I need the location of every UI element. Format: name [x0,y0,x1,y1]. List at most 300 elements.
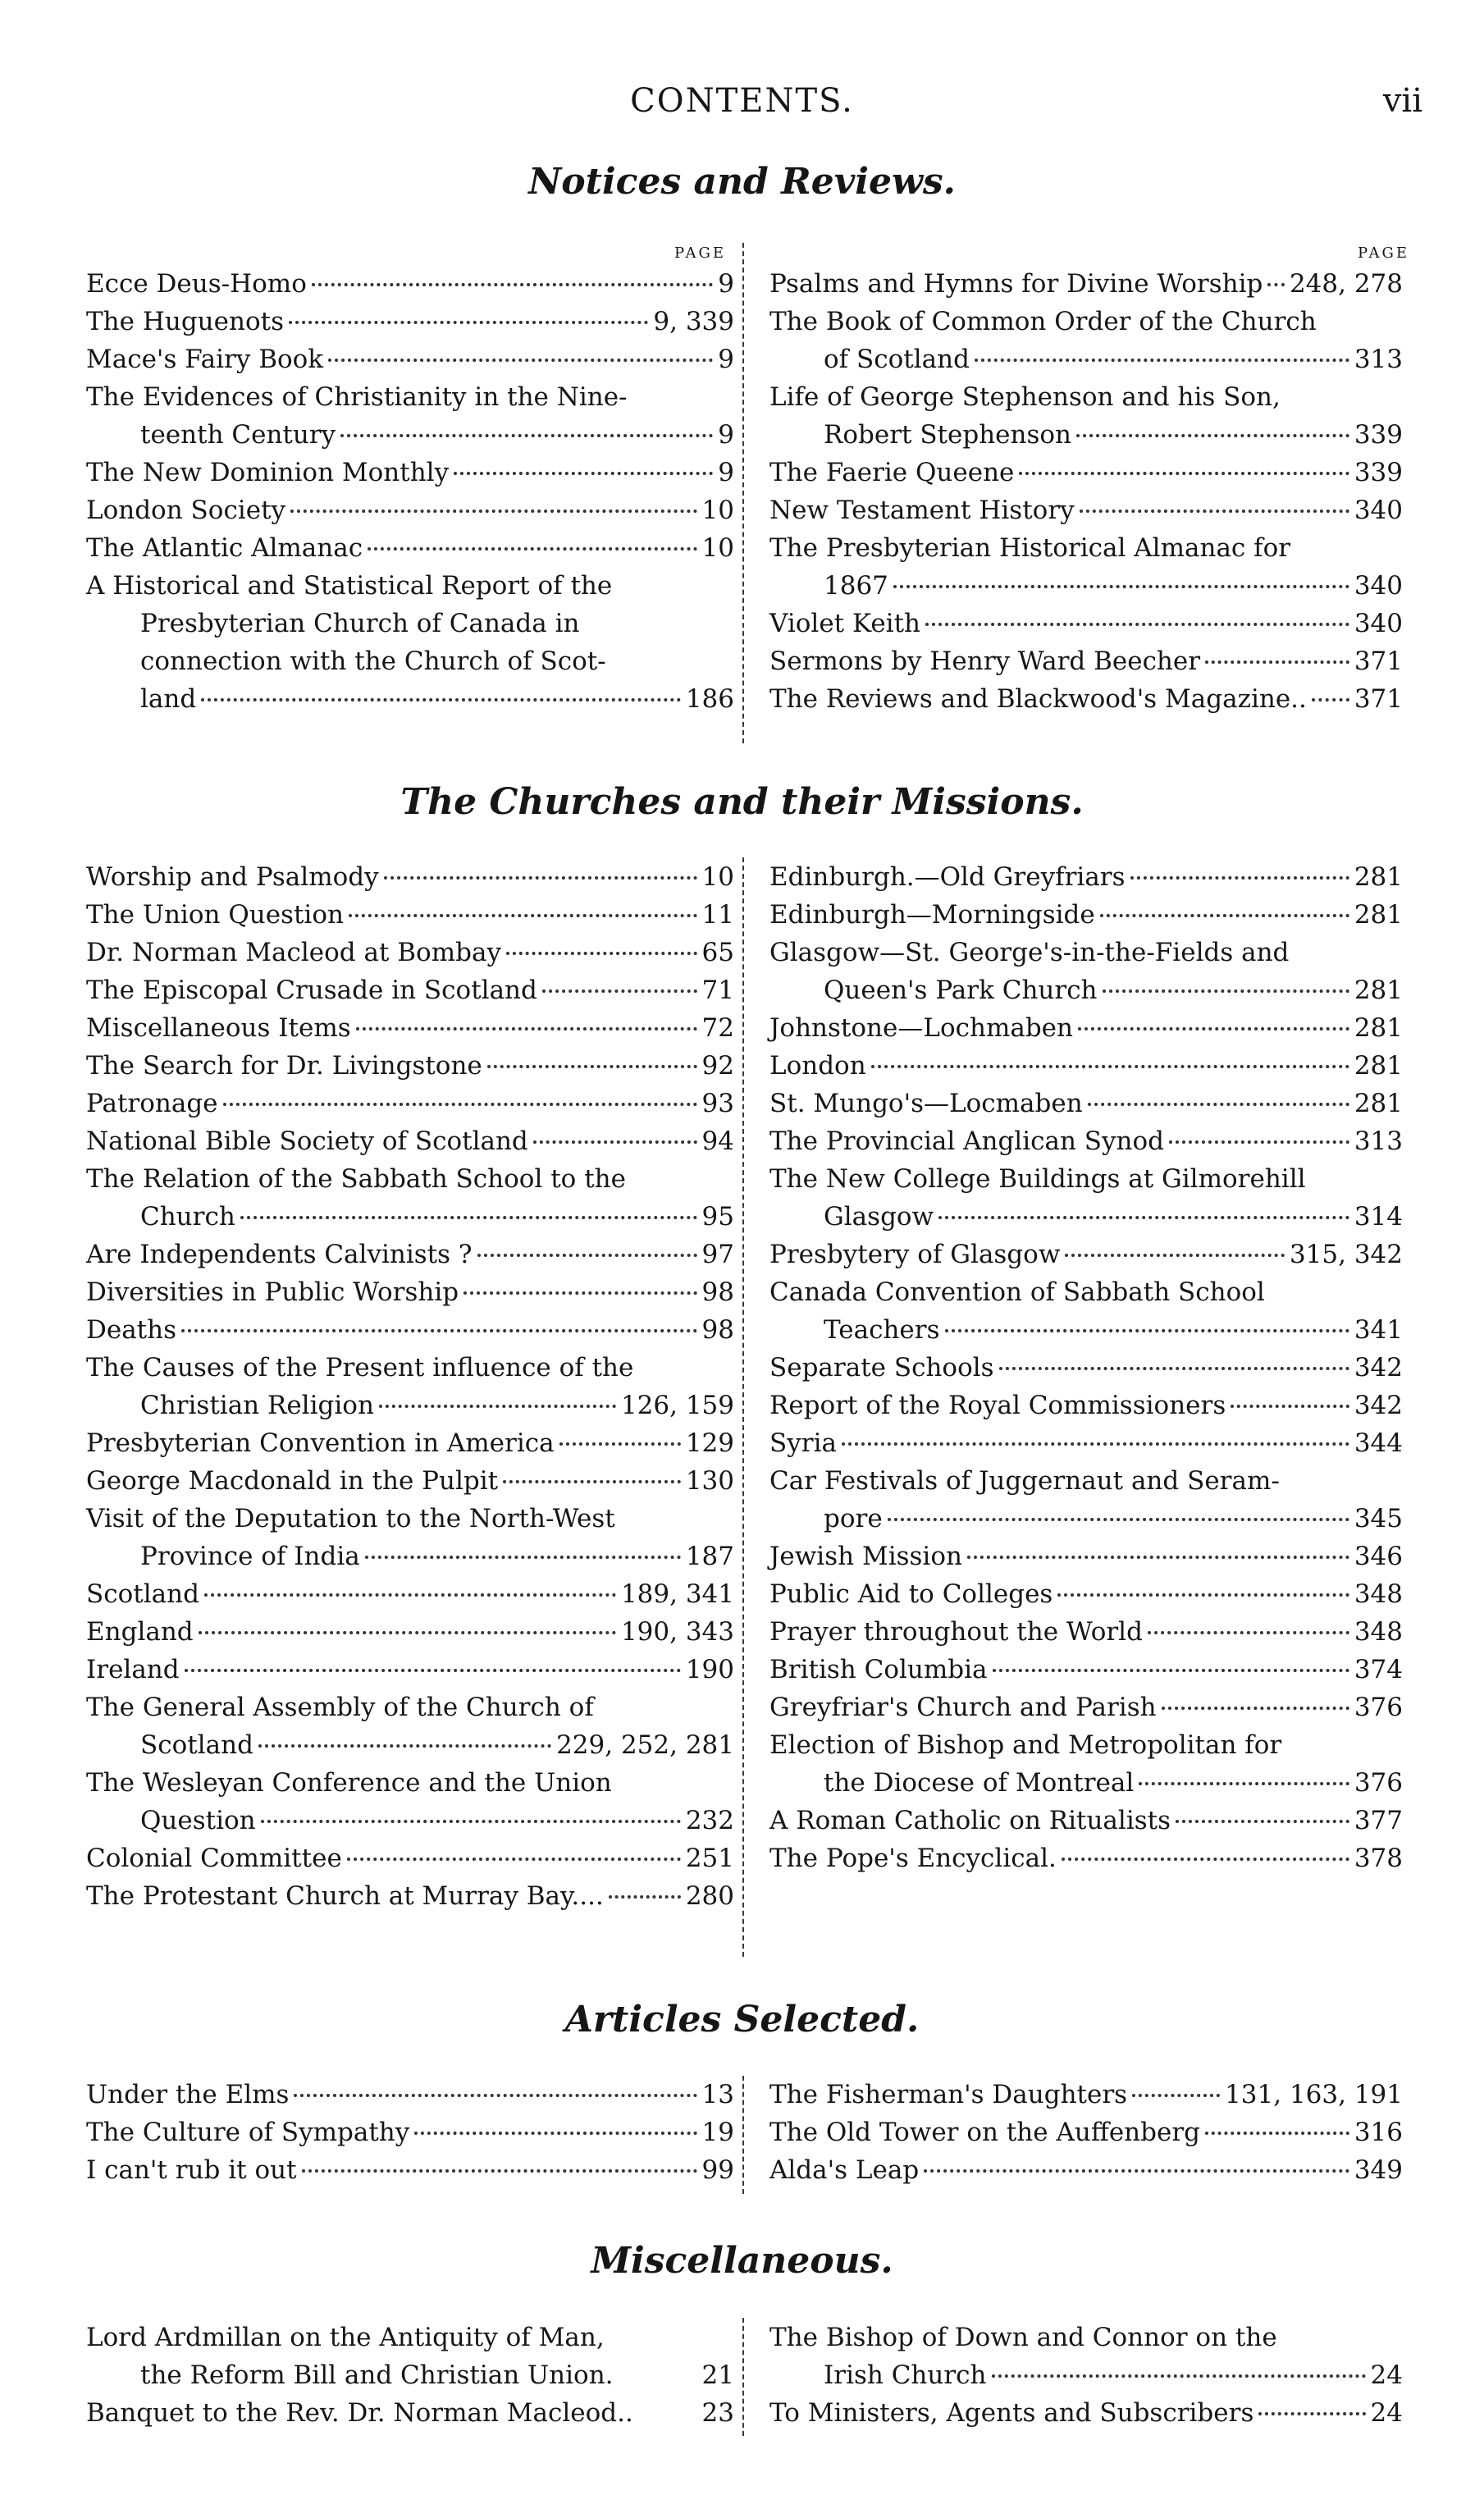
entry-title: To Ministers, Agents and Subscribers [769,2398,1254,2428]
toc-entry-line [769,1575,1403,1613]
entry-title: Under the Elms [86,2080,290,2109]
entry-page-number: 98 [701,1315,734,1345]
entry-title: the Reform Bill and Christian Union. [140,2360,614,2390]
toc-entry [86,1160,734,1236]
entry-title: London Society [86,496,286,525]
toc-entry-line [86,605,734,642]
toc-entry [769,491,1403,529]
entry-title: London [769,1051,866,1081]
toc-entry [86,2076,734,2114]
toc-entry [769,1462,1403,1538]
toc-entry [769,2114,1403,2151]
entry-page-number: 281 [1354,1051,1403,1081]
entry-title: Teachers [824,1315,940,1345]
entry-page-number: 251 [685,1844,734,1873]
toc-entry-line [86,934,734,971]
entry-page-number: 248, 278 [1289,269,1403,299]
leader-dots [199,1631,616,1634]
toc-entry [769,1122,1403,1160]
entry-page-number: 9 [718,345,734,374]
toc-entry-line [86,2076,734,2114]
entry-title: teenth Century [140,420,336,450]
toc-entry [86,2394,734,2432]
miscellaneous-left-column [86,2319,734,2432]
entry-title: England [86,1617,194,1647]
toc-entry-line [769,1009,1403,1047]
entry-page-number: 10 [701,533,734,563]
leader-dots [609,1895,681,1899]
entry-page-number: 189, 341 [620,1579,734,1609]
toc-entry [769,454,1403,491]
toc-entry-line [769,2356,1403,2394]
leader-dots [223,1103,697,1106]
entry-title: A Historical and Statistical Report of the [86,571,613,601]
toc-entry [86,303,734,340]
toc-entry-line [86,1839,734,1877]
entry-page-number: 342 [1354,1391,1403,1420]
toc-entry [86,1839,734,1877]
entry-page-number: 315, 342 [1289,1240,1403,1269]
toc-entry [86,340,734,378]
toc-entry [769,1802,1403,1839]
toc-entry-line [86,1538,734,1575]
leader-dots [1130,876,1349,880]
entry-page-number: 11 [701,900,734,930]
leader-dots [487,1065,697,1068]
toc-entry [769,265,1403,303]
entry-title: the Diocese of Montreal [824,1768,1135,1798]
toc-entry [769,934,1403,1009]
leader-dots [967,1556,1349,1559]
entry-title: Presbytery of Glasgow [769,1240,1061,1269]
toc-entry [769,1538,1403,1575]
entry-title: Miscellaneous Items [86,1013,351,1043]
leader-dots [384,876,697,880]
leader-dots [349,914,697,917]
toc-entry [86,971,734,1009]
entry-title: Patronage [86,1089,218,1118]
entry-page-number: 130 [685,1466,734,1496]
entry-title: The Pope's Encyclical. [769,1844,1057,1873]
entry-page-number: 281 [1354,976,1403,1005]
toc-entry-line [86,2356,734,2394]
toc-entry-line [86,1387,734,1424]
leader-dots [992,2374,1366,2378]
toc-entry-line [769,1047,1403,1085]
entry-title: Syria [769,1428,837,1458]
leader-dots [1231,1405,1349,1408]
leader-dots [542,989,697,993]
toc-entry [769,896,1403,934]
entry-title: Presbyterian Convention in America [86,1428,555,1458]
entry-title: Edinburgh—Morningside [769,900,1095,930]
entry-title: Scotland [140,1730,253,1760]
entry-title: The General Assembly of the Church of [86,1693,594,1722]
articles-right-column [769,2076,1403,2189]
page-number: vii [1382,82,1422,120]
toc-entry [769,1236,1403,1273]
entry-page-number: 131, 163, 191 [1225,2080,1403,2109]
toc-entry-line [86,1689,734,1726]
toc-entry [769,1047,1403,1085]
toc-entry-line [86,567,734,605]
toc-entry-line [86,1047,734,1085]
entry-page-number: 94 [701,1126,734,1156]
entry-page-number: 19 [701,2118,734,2147]
entry-page-number: 65 [701,938,734,967]
toc-entry-line [769,529,1403,567]
leader-dots [347,1858,681,1861]
leader-dots [506,952,697,955]
entry-title: Province of India [140,1542,360,1571]
entry-title: Greyfriar's Church and Parish [769,1693,1157,1722]
toc-entry-line [769,2394,1403,2432]
toc-entry-line [86,1764,734,1802]
entry-title: Violet Keith [769,609,921,638]
toc-entry [769,2319,1403,2394]
toc-entry-line [86,642,734,680]
leader-dots [1080,510,1349,513]
entry-page-number: 23 [701,2398,734,2428]
entry-page-number: 10 [701,496,734,525]
entry-page-number: 232 [685,1806,734,1835]
leader-dots [938,1216,1349,1219]
toc-entry-line [769,1273,1403,1311]
leader-dots [365,1556,681,1559]
leader-dots [1088,1103,1349,1106]
entry-page-number: 71 [701,976,734,1005]
toc-entry [769,605,1403,642]
entry-title: The Huguenots [86,307,284,336]
toc-entry [86,1424,734,1462]
toc-entry [769,1726,1403,1802]
toc-entry-line [769,1764,1403,1802]
toc-entry-line [769,1122,1403,1160]
entry-page-number: 346 [1354,1542,1403,1571]
leader-dots [1139,1782,1349,1785]
toc-entry [769,303,1403,378]
entry-title: Are Independents Calvinists ? [86,1240,473,1269]
entry-title: The Relation of the Sabbath School to the [86,1164,626,1194]
entry-title: Church [140,1202,235,1232]
entry-title: Dr. Norman Macleod at Bombay [86,938,501,967]
toc-entry-line [86,2319,734,2356]
toc-entry-line [769,1085,1403,1122]
leader-dots [924,2169,1349,2173]
toc-entry [86,896,734,934]
entry-page-number: 378 [1354,1844,1403,1873]
leader-dots [1132,2094,1220,2097]
toc-entry [769,1387,1403,1424]
toc-entry-line [769,454,1403,491]
toc-entry-line [86,1160,734,1198]
leader-dots [1267,283,1285,286]
leader-dots [533,1140,697,1144]
toc-entry [86,1047,734,1085]
entry-title: The Atlantic Almanac [86,533,363,563]
toc-entry-line [769,1613,1403,1651]
entry-page-number: 344 [1354,1428,1403,1458]
entry-title: Sermons by Henry Ward Beecher [769,647,1201,676]
toc-entry [86,454,734,491]
toc-entry-line [769,340,1403,378]
churches-right-column [769,858,1403,1877]
entry-page-number: 9 [718,458,734,487]
leader-dots [340,434,713,437]
toc-entry-line [769,1424,1403,1462]
entry-title: Colonial Committee [86,1844,342,1873]
leader-dots [925,623,1349,626]
entry-page-number: 9 [718,269,734,299]
toc-entry-line [86,1802,734,1839]
toc-entry [86,858,734,896]
toc-entry-line [769,1462,1403,1500]
leader-dots [1076,434,1349,437]
leader-dots [1065,1254,1285,1257]
toc-entry [86,567,734,718]
entry-title: The New Dominion Monthly [86,458,450,487]
toc-entry-line [769,1651,1403,1689]
entry-title: Worship and Psalmody [86,862,379,892]
toc-entry-line [769,1538,1403,1575]
leader-dots [1205,660,1349,664]
toc-entry [86,1877,734,1915]
entry-title: British Columbia [769,1655,988,1684]
toc-entry [769,680,1403,718]
leader-dots [999,1367,1349,1370]
entry-title: The New College Buildings at Gilmorehill [769,1164,1306,1194]
toc-entry-line [86,416,734,454]
leader-dots [289,321,648,324]
toc-entry-line [86,2114,734,2151]
entry-title: Presbyterian Church of Canada in [140,609,580,638]
leader-dots [414,2132,696,2135]
entry-page-number: 129 [685,1428,734,1458]
toc-entry [86,1122,734,1160]
toc-entry-line [86,1236,734,1273]
leader-dots [1148,1631,1349,1634]
entry-page-number: 339 [1354,420,1403,450]
toc-entry [86,1764,734,1839]
entry-page-number: 313 [1354,1126,1403,1156]
entry-page-number: 99 [701,2155,734,2185]
toc-entry [769,1651,1403,1689]
entry-title: connection with the Church of Scot- [140,647,606,676]
toc-entry-line [86,340,734,378]
section-heading-notices: Notices and Reviews. [528,161,956,203]
column-divider [742,243,744,743]
leader-dots [888,1518,1349,1521]
toc-entry-line [86,858,734,896]
entry-page-number: 229, 252, 281 [556,1730,734,1760]
entry-title: The Union Question [86,900,344,930]
entry-title: The Search for Dr. Livingstone [86,1051,482,1081]
entry-title: Canada Convention of Sabbath School [769,1277,1265,1307]
toc-entry-line [86,454,734,491]
entry-page-number: 126, 159 [620,1391,734,1420]
entry-page-number: 339 [1354,458,1403,487]
toc-entry-line [86,2394,734,2432]
toc-entry-line [86,1500,734,1538]
entry-title: Irish Church [824,2360,987,2390]
leader-dots [204,1593,616,1597]
entry-title: Prayer throughout the World [769,1617,1143,1647]
toc-entry-line [86,896,734,934]
entry-title: Visit of the Deputation to the North-West [86,1504,615,1533]
toc-entry [86,1311,734,1349]
toc-entry-line [86,1311,734,1349]
toc-entry [769,2394,1403,2432]
entry-page-number: 190 [685,1655,734,1684]
toc-entry [769,1613,1403,1651]
toc-entry-line [86,1198,734,1236]
churches-left-column [86,858,734,1915]
toc-entry-line [86,1122,734,1160]
leader-dots [1100,914,1349,917]
entry-page-number: 281 [1354,1089,1403,1118]
toc-entry [769,1424,1403,1462]
page-column-label-left: PAGE [674,244,726,262]
toc-entry-line [769,416,1403,454]
entry-title: The Wesleyan Conference and the Union [86,1768,612,1798]
toc-entry [86,2151,734,2189]
entry-title: The Faerie Queene [769,458,1015,487]
toc-entry [769,1160,1403,1236]
notices-left-column [86,265,734,718]
toc-entry-line [769,2151,1403,2189]
entry-page-number: 376 [1354,1768,1403,1798]
entry-title: 1867 [824,571,888,601]
entry-page-number: 24 [1370,2398,1403,2428]
entry-page-number: 281 [1354,900,1403,930]
toc-entry [86,2319,734,2394]
entry-title: pore [824,1504,883,1533]
entry-title: Ireland [86,1655,180,1684]
leader-dots [312,283,713,286]
entry-page-number: 371 [1354,684,1403,714]
entry-page-number: 348 [1354,1617,1403,1647]
leader-dots [503,1480,681,1483]
leader-dots [1205,2132,1349,2135]
toc-entry [86,1651,734,1689]
toc-entry-line [769,1726,1403,1764]
toc-entry [86,265,734,303]
toc-entry-line [769,642,1403,680]
toc-entry [769,1349,1403,1387]
toc-entry [86,934,734,971]
toc-entry-line [769,934,1403,971]
section-heading-churches: The Churches and their Missions. [400,781,1084,823]
entry-title: The Book of Common Order of the Church [769,307,1317,336]
toc-entry-line [769,303,1403,340]
toc-entry [769,1839,1403,1877]
toc-entry-line [86,1726,734,1764]
toc-entry-line [86,529,734,567]
leader-dots [454,472,713,475]
leader-dots [368,547,696,551]
leader-dots [356,1027,697,1031]
toc-entry-line [86,1085,734,1122]
entry-page-number: 341 [1354,1315,1403,1345]
entry-title: St. Mungo's—Locmaben [769,1089,1083,1118]
toc-entry-line [769,858,1403,896]
entry-title: of Scotland [824,345,970,374]
toc-entry [86,491,734,529]
toc-entry-line [86,1575,734,1613]
toc-entry-line [86,1877,734,1915]
entry-page-number: 340 [1354,496,1403,525]
toc-entry-line [769,1349,1403,1387]
toc-entry-line [769,2319,1403,2356]
entry-title: Question [140,1806,256,1835]
entry-page-number: 376 [1354,1693,1403,1722]
entry-page-number: 95 [701,1202,734,1232]
entry-title: The Causes of the Present influence of the [86,1353,634,1382]
section-heading-articles: Articles Selected. [564,1999,920,2040]
toc-entry-line [86,1424,734,1462]
toc-entry-line [86,303,734,340]
column-divider [742,2318,744,2436]
entry-title: Deaths [86,1315,177,1345]
toc-entry [86,1236,734,1273]
entry-page-number: 340 [1354,571,1403,601]
toc-entry-line [86,265,734,303]
entry-title: New Testament History [769,496,1075,525]
leader-dots [290,510,697,513]
entry-title: The Episcopal Crusade in Scotland [86,976,537,1005]
entry-page-number: 349 [1354,2155,1403,2185]
entry-title: Ecce Deus-Homo [86,269,307,299]
entry-page-number: 342 [1354,1353,1403,1382]
toc-entry [769,529,1403,605]
toc-entry-line [769,1802,1403,1839]
entry-page-number: 93 [701,1089,734,1118]
notices-right-column [769,265,1403,718]
entry-page-number: 98 [701,1277,734,1307]
entry-title: Queen's Park Church [824,976,1098,1005]
leader-dots [1057,1593,1349,1597]
entry-title: The Evidences of Christianity in the Nine- [86,382,628,412]
toc-entry [769,642,1403,680]
leader-dots [1162,1707,1349,1710]
entry-page-number: 377 [1354,1806,1403,1835]
entry-page-number: 186 [685,684,734,714]
toc-entry-line [86,680,734,718]
entry-title: Psalms and Hymns for Divine Worship [769,269,1263,299]
toc-entry-line [86,1462,734,1500]
toc-entry-line [769,1387,1403,1424]
toc-entry-line [86,2151,734,2189]
entry-title: Life of George Stephenson and his Son, [769,382,1281,412]
toc-entry [86,1009,734,1047]
entry-title: Jewish Mission [769,1542,962,1571]
leader-dots [201,698,681,701]
entry-page-number: 9 [718,420,734,450]
entry-title: George Macdonald in the Pulpit [86,1466,499,1496]
leader-dots [302,2169,697,2173]
toc-entry-line [769,2076,1403,2114]
entry-page-number: 374 [1354,1655,1403,1684]
leader-dots [945,1329,1349,1332]
toc-entry [86,1575,734,1613]
entry-page-number: 313 [1354,345,1403,374]
toc-entry-line [86,378,734,416]
entry-title: land [140,684,197,714]
toc-entry-line [769,1160,1403,1198]
entry-page-number: 187 [685,1542,734,1571]
entry-page-number: 281 [1354,862,1403,892]
toc-entry-line [86,1349,734,1387]
